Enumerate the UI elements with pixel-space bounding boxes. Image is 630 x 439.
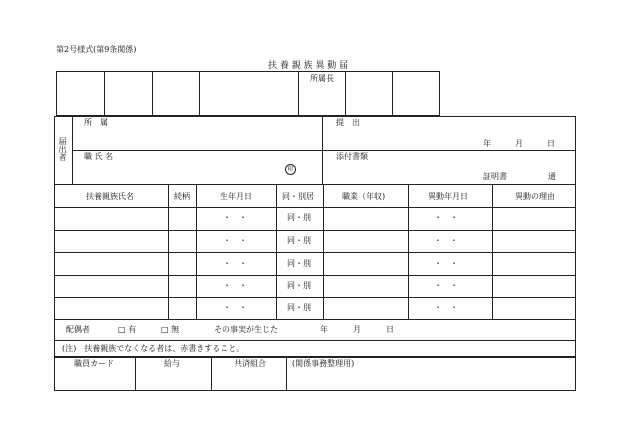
footer-admin-use: (関係事務整理用) [292, 359, 355, 368]
header-occupation: 職業（年収) [342, 192, 386, 201]
spouse-month-label: 月 [353, 325, 361, 334]
header-birthdate: 生年月日 [220, 192, 252, 201]
spouse-year-label: 年 [320, 325, 328, 334]
footer-salary: 給与 [164, 359, 180, 368]
row-birthdate: ・ ・ [223, 303, 247, 312]
row-change-date: ・ ・ [434, 281, 458, 290]
row-cohabitation: 同・別 [287, 236, 311, 245]
approval-header: 所属長 [310, 74, 334, 83]
row-cohabitation: 同・別 [287, 259, 311, 268]
spouse-yes-checkbox[interactable]: □ 有 [118, 325, 137, 334]
row-birthdate: ・ ・ [223, 281, 247, 290]
copies-label: 通 [548, 172, 556, 181]
submission-label: 提 出 [336, 118, 360, 127]
form-code: 第2号様式(第9条関係) [56, 45, 137, 54]
submission-date: 年 月 日 [483, 139, 555, 148]
main-form-frame [54, 116, 576, 357]
footer-mutual-aid: 共済組合 [234, 359, 266, 368]
spouse-label: 配偶者 [66, 325, 90, 334]
row-cohabitation: 同・別 [287, 281, 311, 290]
seal-mark: 印 [285, 164, 296, 175]
spouse-day-label: 日 [386, 325, 394, 334]
row-birthdate: ・ ・ [223, 259, 247, 268]
note-text: (注) 扶養親族でなくなる者は、赤書きすること。 [62, 344, 245, 353]
row-change-date: ・ ・ [434, 303, 458, 312]
header-cohabitation: 同・別居 [282, 192, 314, 201]
footer-staff-card: 職員カード [74, 359, 114, 368]
row-change-date: ・ ・ [434, 213, 458, 222]
row-birthdate: ・ ・ [223, 213, 247, 222]
header-change-reason: 異動の理由 [515, 192, 555, 201]
row-change-date: ・ ・ [434, 236, 458, 245]
header-change-date: 異動年月日 [428, 192, 468, 201]
header-relationship: 続柄 [174, 192, 190, 201]
spouse-no-checkbox[interactable]: □ 無 [161, 325, 180, 334]
row-cohabitation: 同・別 [287, 213, 311, 222]
form-title: 扶 養 親 族 異 動 届 [268, 61, 349, 71]
row-cohabitation: 同・別 [287, 303, 311, 312]
attachments-label: 添付書類 [336, 152, 368, 161]
name-label: 職 氏 名 [84, 152, 114, 161]
row-birthdate: ・ ・ [223, 236, 247, 245]
certificate-label: 証明書 [483, 172, 507, 181]
spouse-fact-label: その事実が生じた [214, 325, 278, 334]
row-change-date: ・ ・ [434, 259, 458, 268]
applicant-label: 届出者 [58, 137, 67, 161]
header-dependent-name: 扶養親族氏名 [86, 192, 134, 201]
affiliation-label: 所 属 [84, 118, 108, 127]
